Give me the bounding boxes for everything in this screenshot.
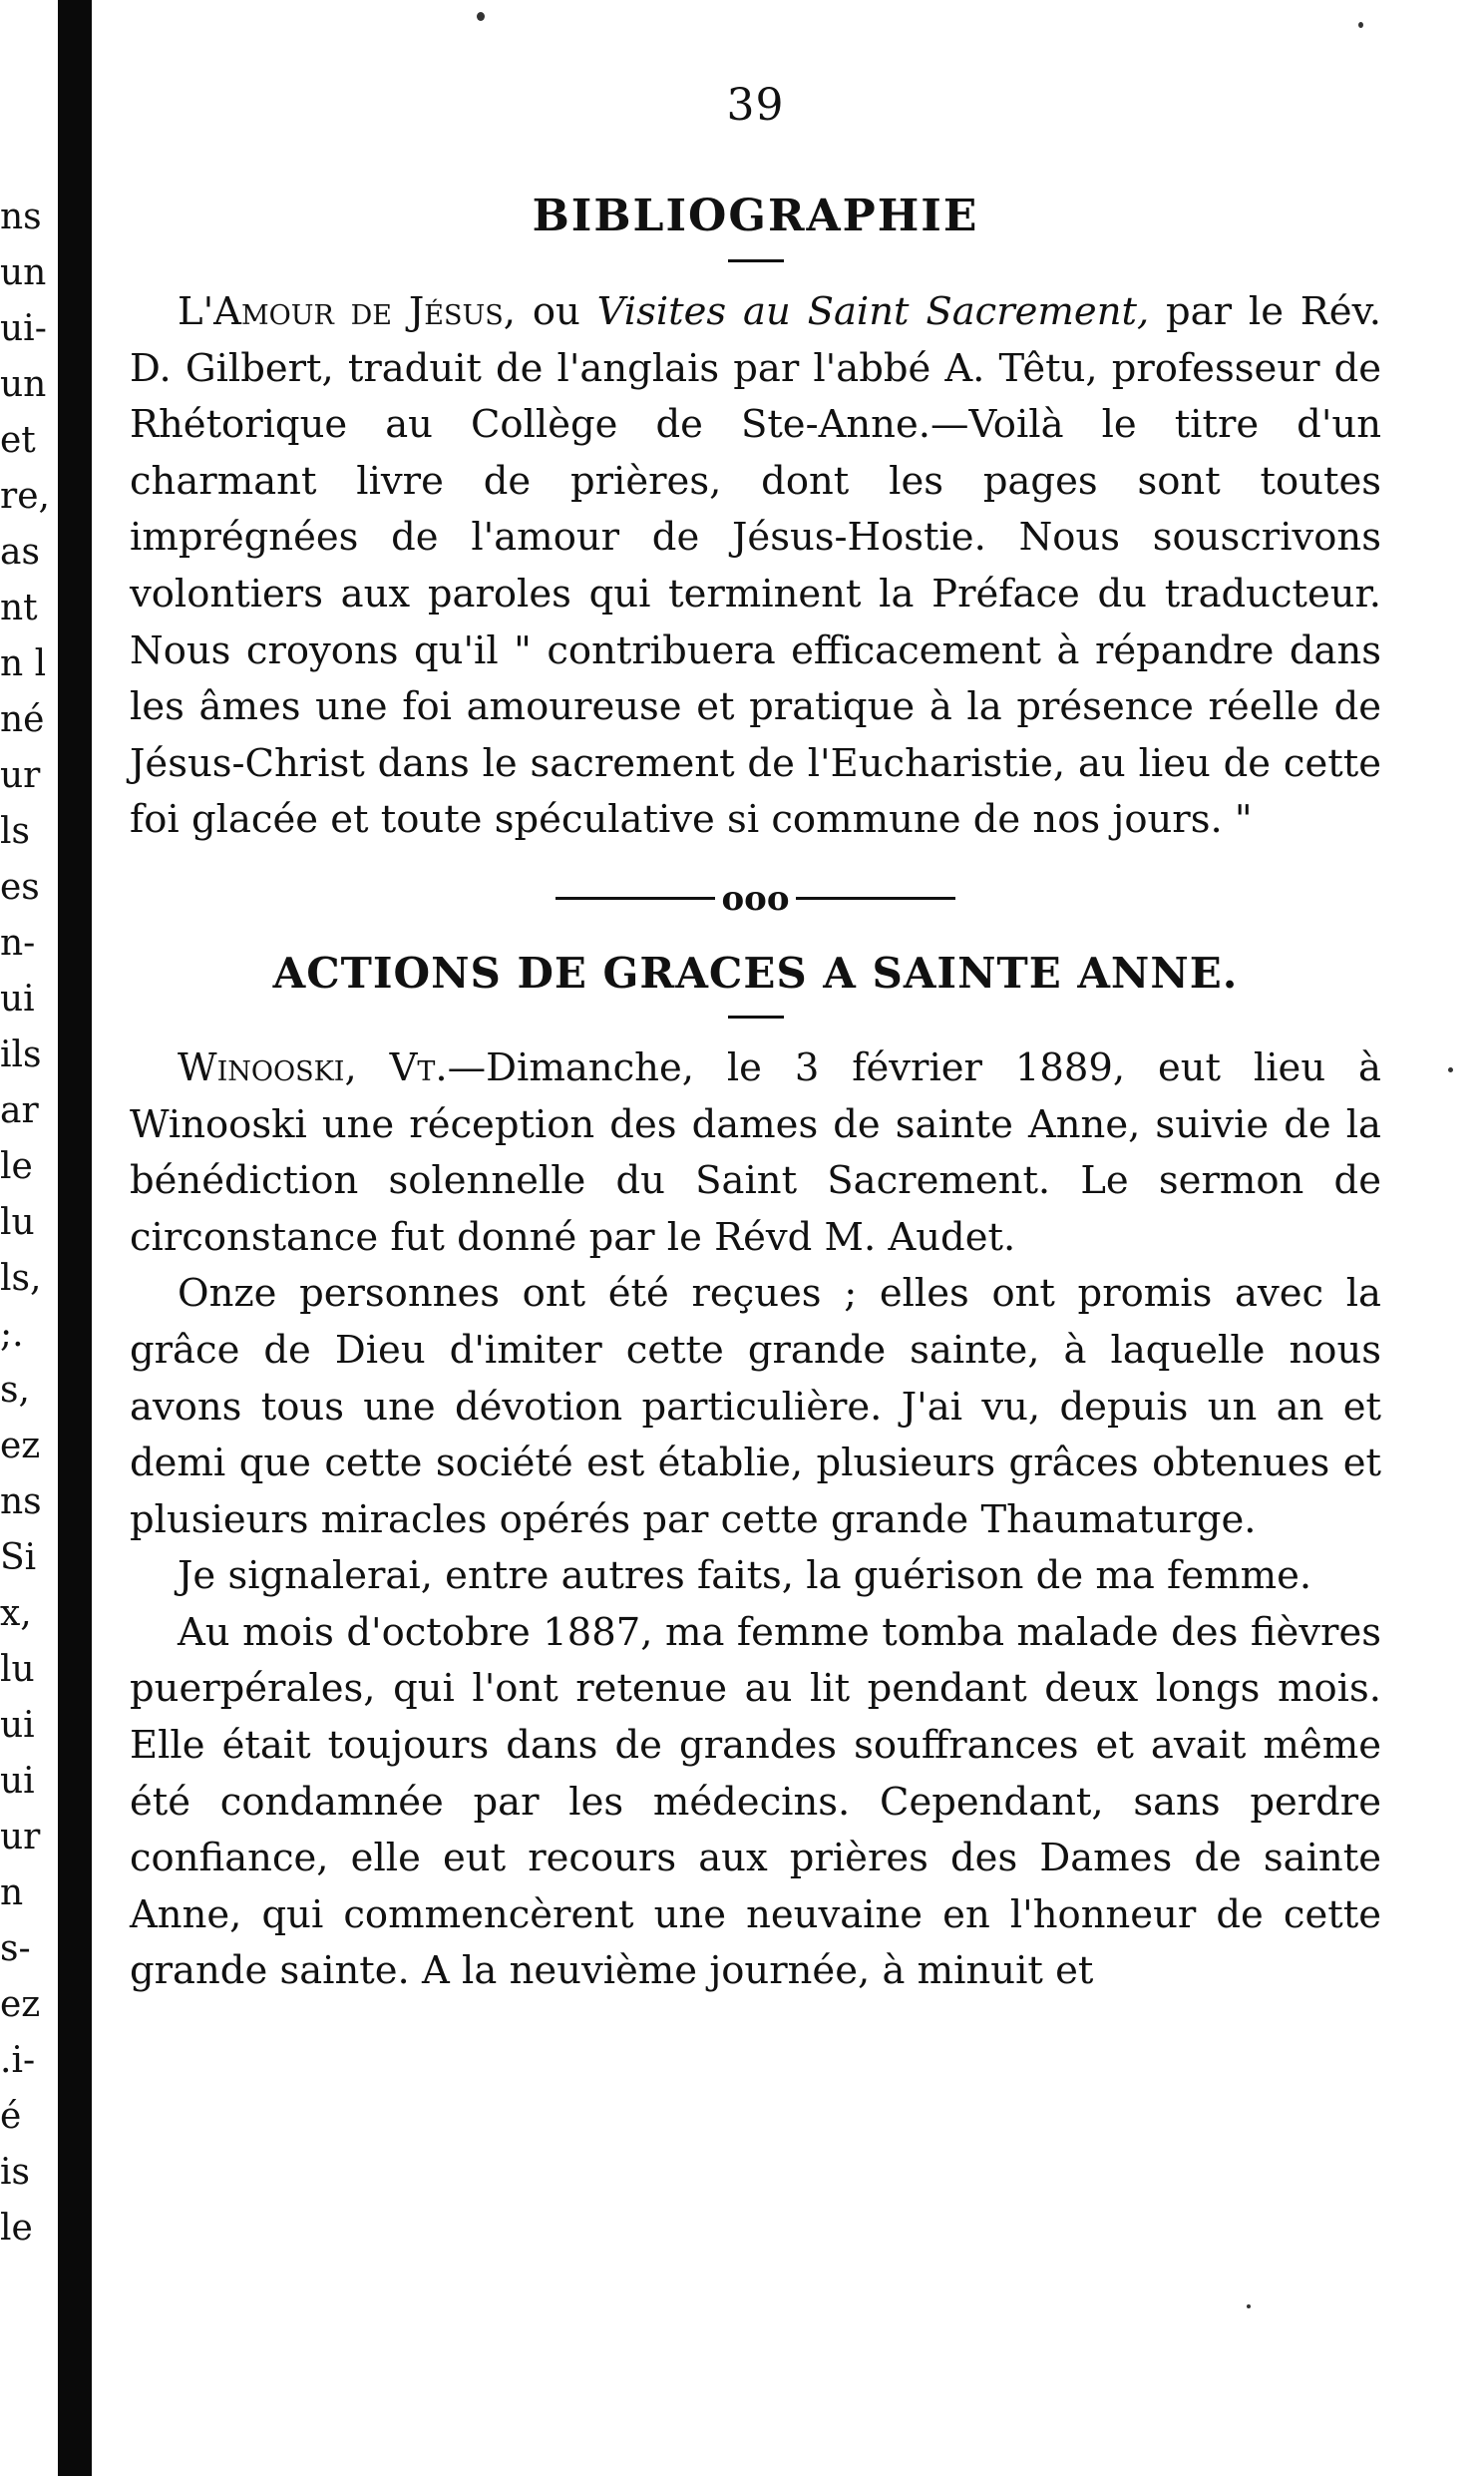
section-title-actions-de-graces: ACTIONS DE GRACES A SAINTE ANNE.	[272, 948, 1239, 998]
section-separator	[130, 879, 1381, 919]
page-number: 39	[726, 80, 785, 131]
book-title-lead: L'Amour de Jésus,	[178, 289, 516, 334]
paragraph-au-mois: Au mois d'octobre 1887, ma femme tomba malade des fièvres puerpérales, qui l'ont retenue au lit pendant deux longs mois. Elle était toujours dans de grandes souffrances et avait même été condamnée par les médecins. Cependant, sans perdre confiance, elle eut recours aux prières des Dames de sainte Anne, qui commencèrent une neuvaine en l'honneur de cette grande sainte. A la neuvième journée, à minuit et	[130, 1609, 1381, 1994]
margin-fragment: ns	[0, 1484, 42, 1520]
print-speck	[1358, 22, 1363, 28]
margin-fragment: ns	[0, 200, 42, 235]
separator-dash-left	[556, 897, 715, 900]
margin-fragment: ils	[0, 1037, 42, 1073]
margin-fragment: le	[0, 2211, 33, 2247]
margin-fragment: .i-	[0, 2043, 36, 2079]
margin-fragment: ls	[0, 814, 30, 850]
margin-fragment: ur	[0, 1820, 41, 1856]
book-title-connector: ou	[515, 289, 597, 334]
margin-fragment: is	[0, 2155, 30, 2191]
bibliographie-body: par le Rév. D. Gilbert, traduit de l'anglais par l'abbé A. Têtu, professeur de Rhétorique au Collège de Ste-Anne.—Voilà le titre d'un charmant livre de prières, dont les pages sont toutes imprégnées de l'amour de Jésus-Hostie. Nous souscrivons volontiers aux paroles qui terminent la Préface du traducteur. Nous croyons qu'il " contribuera efficacement à répandre dans les âmes une foi amoureuse et pratique à la présence réelle de Jésus-Christ dans le sacrement de l'Eucharistie, au lieu de cette foi glacée et toute spéculative si commune de nos jours. "	[130, 289, 1382, 843]
margin-fragment: lu	[0, 1652, 35, 1688]
book-subtitle: Visites au Saint Sacrement,	[596, 289, 1150, 334]
margin-fragment: né	[0, 702, 45, 738]
margin-fragment: ez	[0, 1987, 41, 2023]
margin-fragment: ar	[0, 1093, 39, 1129]
title-rule-2	[728, 1016, 784, 1019]
margin-fragment: s-	[0, 1931, 31, 1967]
margin-fragment: s,	[0, 1373, 30, 1409]
margin-fragment: et	[0, 423, 36, 459]
margin-fragment: x,	[0, 1596, 32, 1632]
margin-fragment: n-	[0, 926, 36, 962]
margin-fragment: ui	[0, 1764, 35, 1800]
margin-fragment: un	[0, 255, 47, 291]
margin-fragment: lu	[0, 1205, 35, 1241]
separator-ornament: ooo	[721, 878, 790, 919]
binding-gutter	[58, 0, 92, 2476]
title-rule	[728, 259, 784, 262]
margin-fragment: n	[0, 1875, 24, 1911]
margin-fragment: ui	[0, 982, 35, 1018]
print-speck	[1448, 1067, 1453, 1072]
winooski-body: —Dimanche, le 3 février 1889, eut lieu à Winooski une réception des dames de sainte Anne, suivie de la bénédiction solennelle du Saint Sacrement. Le sermon de circonstance fut donné par le Révd M. Audet.	[130, 1044, 1381, 1260]
margin-fragment: ;.	[0, 1317, 24, 1353]
print-speck	[477, 12, 485, 21]
margin-fragment: ez	[0, 1429, 41, 1464]
margin-fragment: Si	[0, 1540, 37, 1576]
separator-dash-right	[796, 897, 955, 900]
section-title-bibliographie: BIBLIOGRAPHIE	[532, 191, 979, 241]
margin-fragment: ls,	[0, 1261, 42, 1297]
margin-fragment: un	[0, 367, 47, 403]
margin-fragment: n l	[0, 646, 47, 682]
margin-fragment: ui	[0, 1708, 35, 1744]
print-speck	[1247, 2304, 1251, 2308]
paragraph-onze-personnes: Onze personnes ont été reçues ; elles ont promis avec la grâce de Dieu d'imiter cette grande sainte, à laquelle nous avons tous une dévotion particulière. J'ai vu, depuis un an et demi que cette société est établie, plusieurs grâces obtenues et plusieurs miracles opérés par cette grande Thaumaturge.	[130, 1271, 1381, 1542]
margin-fragment: le	[0, 1149, 33, 1185]
margin-fragment: re,	[0, 479, 50, 515]
page	[130, 80, 1381, 2000]
margin-fragment: as	[0, 535, 40, 571]
margin-fragment: nt	[0, 591, 38, 626]
margin-fragment: ui-	[0, 311, 47, 347]
dateline: Winooski, Vt.	[178, 1044, 448, 1090]
margin-fragment: é	[0, 2099, 22, 2135]
paragraph-je-signalerai: Je signalerai, entre autres faits, la guérison de ma femme.	[178, 1553, 1312, 1599]
margin-fragment: es	[0, 870, 40, 906]
winooski-paragraph	[130, 1040, 1381, 1266]
margin-fragment: ur	[0, 758, 41, 794]
bibliographie-paragraph	[130, 284, 1381, 849]
